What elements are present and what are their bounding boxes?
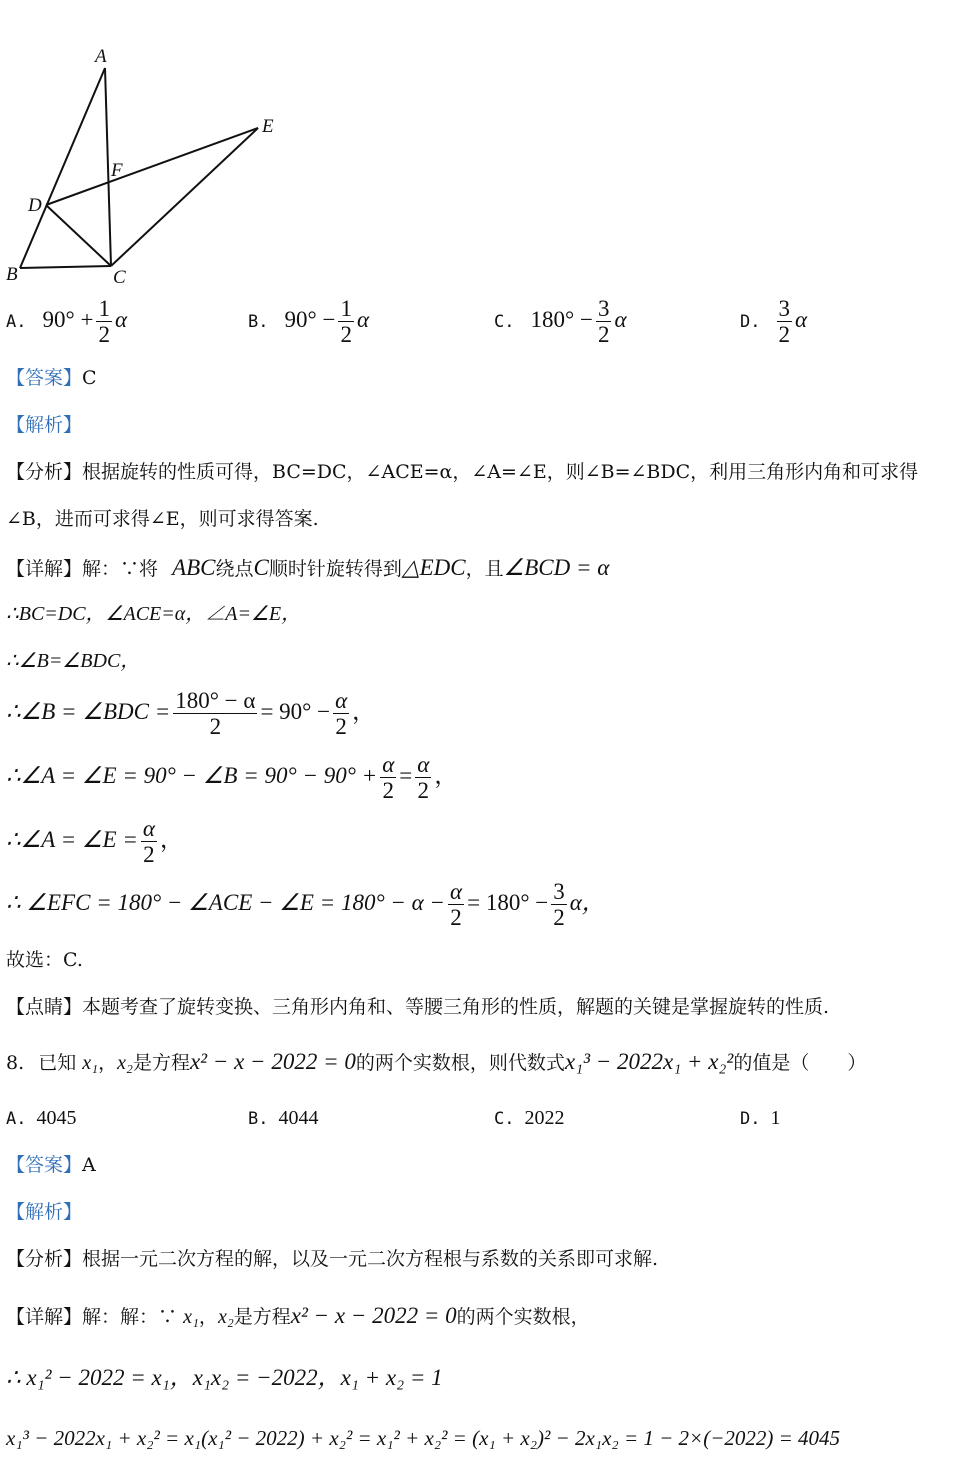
label-f: F — [111, 160, 123, 181]
q7-option-a: A. 90° + $\frac{1}{2}$ α — [6, 296, 128, 348]
q7-step1: ∴BC=DC，∠ACE=α，∠A=∠E， — [6, 603, 302, 625]
q7-analysis-tag: 【解析】 — [6, 414, 83, 436]
label-c: C — [113, 267, 126, 288]
q7-step3: ∴∠B = ∠BDC = $\frac{180^\circ - \alpha}{2}$ = 90° − $\frac{\alpha}{2}$ ， — [6, 688, 376, 740]
q8-fenxi: 【分析】根据一元二次方程的解，以及一元二次方程根与系数的关系即可求解. — [6, 1248, 659, 1270]
q8-option-c: C. 2022 — [494, 1107, 565, 1129]
q8-line2: ∴ x₁² − 2022 = x₁，x₁x₂ = −2022，x₁ + x₂ = 1 — [6, 1365, 443, 1390]
q7-step5: ∴∠A = ∠E = $\frac{\alpha}{2}$ ， — [6, 816, 183, 868]
q7-dianjing: 【点睛】本题考查了旋转变换、三角形内角和、等腰三角形的性质，解题的关键是掌握旋转的性质. — [6, 996, 830, 1018]
segment-ab — [20, 68, 105, 268]
label-a: A — [95, 46, 107, 67]
segment-dc — [46, 205, 111, 266]
q7-step2: ∴∠B=∠BDC， — [6, 650, 141, 672]
segment-ce — [111, 128, 258, 266]
q7-option-b: B. 90° − $\frac{1}{2}$ α — [248, 296, 370, 348]
q8-stem: 8. 已知 x₁，x₂是方程x² − x − 2022 = 0的两个实数根，则代数式x₁³ − 2022x₁ + x₂²的值是（ ） — [6, 1049, 867, 1074]
q8-option-a: A. 4045 — [6, 1107, 77, 1129]
label-e: E — [262, 116, 274, 137]
q7-step6: ∴ ∠EFC = 180° − ∠ACE − ∠E = 180° − α − $\frac{\alpha}{2}$ = 180° − $\frac{3}{2}$ α， — [6, 879, 605, 931]
q8-analysis-tag: 【解析】 — [6, 1201, 83, 1223]
geometry-figure — [0, 40, 300, 330]
q7-fenxi-line2: ∠B，进而可求得∠E，则可求得答案. — [6, 508, 319, 530]
q8-option-d: D. 1 — [740, 1107, 781, 1129]
q7-choose: 故选：C. — [6, 949, 83, 971]
q8-line3: x₁³ − 2022x₁ + x₂² = x₁(x₁² − 2022) + x₂² = x₁² + x₂² = (x₁ + x₂)² − 2x₁x₂ = 1 − 2×(−2022) = 4045 — [6, 1426, 841, 1450]
q8-xiangjie: 【详解】解：解：∵ x₁，x₂是方程x² − x − 2022 = 0的两个实数根， — [6, 1303, 590, 1328]
segment-de — [46, 128, 258, 205]
segment-bc — [20, 266, 111, 268]
label-b: B — [6, 264, 18, 285]
label-d: D — [28, 195, 42, 216]
q8-answer: 【答案】A — [6, 1154, 96, 1176]
q8-option-b: B. 4044 — [248, 1107, 319, 1129]
q7-xiangjie: 【详解】解：∵将 ABC绕点C顺时针旋转得到△EDC，且∠BCD = α — [6, 555, 610, 580]
q7-option-c: C. 180° − $\frac{3}{2}$ α — [494, 296, 627, 348]
q7-answer: 【答案】C — [6, 367, 97, 389]
q7-fenxi-line1: 【分析】根据旋转的性质可得，BC=DC，∠ACE=α，∠A=∠E，则∠B=∠BDC，利用三角形内角和可求得 — [6, 461, 919, 483]
q7-step4: ∴∠A = ∠E = 90° − ∠B = 90° − 90° + $\frac{\alpha}{2}$ = $\frac{\alpha}{2}$ ， — [6, 752, 458, 804]
q7-option-d: D. $\frac{3}{2}$ α — [740, 296, 808, 348]
